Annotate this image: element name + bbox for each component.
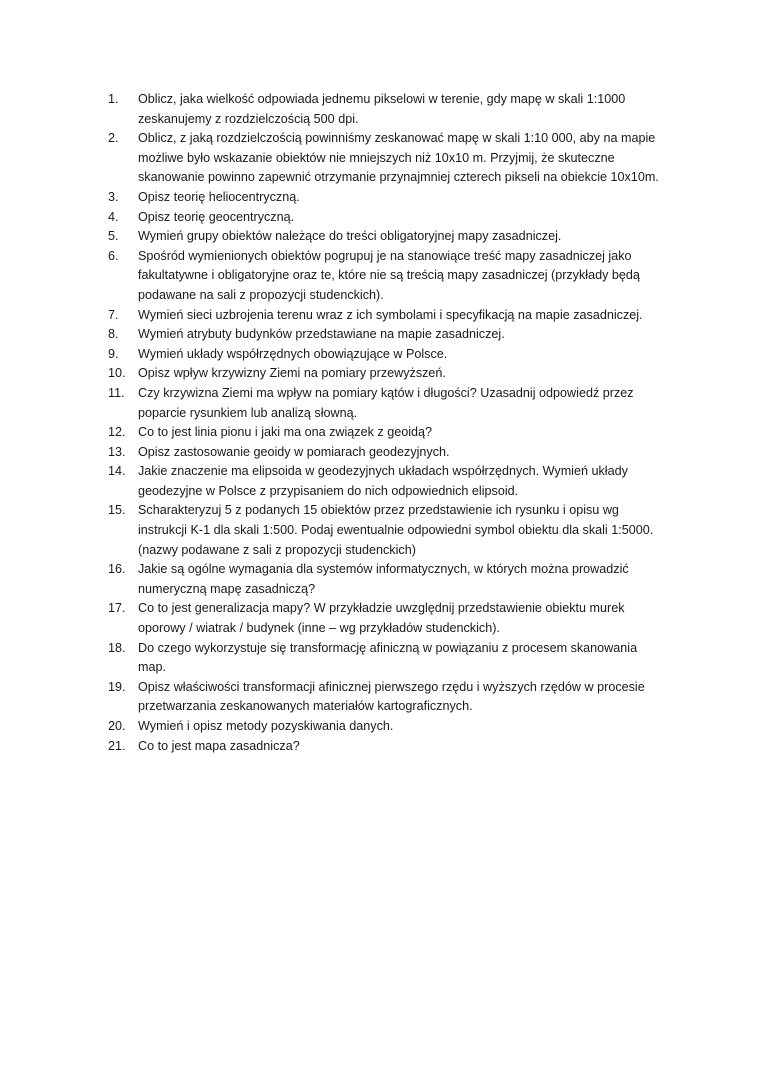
question-text: Oblicz, z jaką rozdzielczością powinniśmy zeskanować mapę w skali 1:10 000, aby na mapie możliwe było wskazanie obiektów nie mniejszych niż 10x10 m. Przyjmij, że skuteczne skanowanie powinno zapewnić otrzymanie przynajmniej czterech pikseli na obiekcie 10x10m. — [138, 131, 659, 185]
question-number: 1. — [108, 92, 119, 106]
question-item — [108, 599, 664, 638]
question-number: 14. — [108, 464, 126, 479]
question-item — [108, 364, 664, 384]
question-number: 12. — [108, 425, 126, 440]
question-text: Opisz zastosowanie geoidy w pomiarach geodezyjnych. — [138, 444, 450, 459]
question-number: 13. — [108, 444, 126, 459]
question-item — [108, 443, 664, 463]
question-item — [108, 345, 664, 365]
question-number: 7. — [108, 307, 119, 322]
question-text: Opisz właściwości transformacji afinicznej pierwszego rzędu i wyższych rzędów w procesie przetwarzania zeskanowanych materiałów kartograficznych. — [138, 679, 645, 714]
question-item — [108, 325, 664, 345]
question-item — [108, 188, 664, 208]
question-item — [108, 227, 664, 247]
question-text: Co to jest mapa zasadnicza? — [138, 738, 300, 753]
question-number: 20. — [108, 719, 126, 733]
question-item — [108, 639, 664, 678]
question-item — [108, 678, 664, 717]
question-text: Wymień grupy obiektów należące do treści obligatoryjnej mapy zasadniczej. — [138, 229, 562, 244]
question-text: Wymień układy współrzędnych obowiązujące w Polsce. — [138, 346, 448, 361]
question-number: 3. — [108, 189, 119, 204]
question-number: 6. — [108, 248, 119, 263]
question-number: 10. — [108, 366, 126, 381]
question-item — [108, 560, 664, 599]
question-item — [108, 90, 664, 129]
question-number: 18. — [108, 640, 126, 655]
question-text: Co to jest linia pionu i jaki ma ona związek z geoidą? — [138, 425, 433, 440]
question-text: Oblicz, jaka wielkość odpowiada jednemu pikselowi w terenie, gdy mapę w skali 1:1000 zeskanujemy z rozdzielczością 500 dpi. — [138, 92, 626, 126]
question-text: Czy krzywizna Ziemi ma wpływ na pomiary kątów i długości? Uzasadnij odpowiedź przez poparcie rysunkiem lub analizą słowną. — [138, 385, 634, 420]
question-item — [108, 717, 664, 737]
question-text: Wymień i opisz metody pozyskiwania danych. — [138, 719, 394, 733]
question-number: 15. — [108, 503, 126, 518]
question-item — [108, 462, 664, 501]
question-text: Jakie znaczenie ma elipsoida w geodezyjnych układach współrzędnych. Wymień układy geodezyjne w Polsce z przypisaniem do nich odpowiednich elipsoid. — [138, 464, 628, 498]
question-number: 17. — [108, 601, 126, 616]
question-number: 9. — [108, 346, 119, 361]
question-list — [108, 90, 664, 756]
question-number: 19. — [108, 679, 126, 694]
question-text: Do czego wykorzystuje się transformację afiniczną w powiązaniu z procesem skanowania map. — [138, 640, 638, 675]
question-number: 5. — [108, 229, 119, 244]
question-item — [108, 737, 664, 757]
question-item — [108, 423, 664, 443]
question-text: Scharakteryzuj 5 z podanych 15 obiektów przez przedstawienie ich rysunku i opisu wg instrukcji K-1 dla skali 1:500. Podaj ewentualnie odpowiedni symbol obiektu dla skali 1:5000. (nazwy podawane z sali z propozycji studenckich) — [138, 503, 654, 557]
question-text: Opisz teorię heliocentryczną. — [138, 189, 300, 204]
question-text: Wymień atrybuty budynków przedstawiane na mapie zasadniczej. — [138, 327, 505, 342]
question-item — [108, 129, 664, 188]
question-number: 4. — [108, 209, 119, 224]
question-number: 11. — [108, 385, 125, 400]
question-item — [108, 384, 664, 423]
question-text: Opisz wpływ krzywizny Ziemi na pomiary przewyższeń. — [138, 366, 446, 381]
question-item — [108, 247, 664, 306]
question-item — [108, 208, 664, 228]
question-text: Jakie są ogólne wymagania dla systemów informatycznych, w których można prowadzić numeryczną mapę zasadniczą? — [138, 562, 629, 596]
question-text: Spośród wymienionych obiektów pogrupuj je na stanowiące treść mapy zasadniczej jako fakultatywne i obligatoryjne oraz te, które nie są treścią mapy zasadniczej (przykłady będą podawane na sali z propozycji studenckich). — [138, 248, 640, 302]
question-item — [108, 501, 664, 560]
question-number: 16. — [108, 562, 126, 577]
question-number: 8. — [108, 327, 119, 342]
question-item — [108, 306, 664, 326]
question-text: Wymień sieci uzbrojenia terenu wraz z ich symbolami i specyfikacją na mapie zasadniczej. — [138, 307, 643, 322]
question-number: 21. — [108, 738, 126, 753]
question-text: Opisz teorię geocentryczną. — [138, 209, 295, 224]
question-number: 2. — [108, 131, 119, 146]
question-text: Co to jest generalizacja mapy? W przykładzie uwzględnij przedstawienie obiektu murek oporowy / wiatrak / budynek (inne – wg przykładów studenckich). — [138, 601, 625, 636]
